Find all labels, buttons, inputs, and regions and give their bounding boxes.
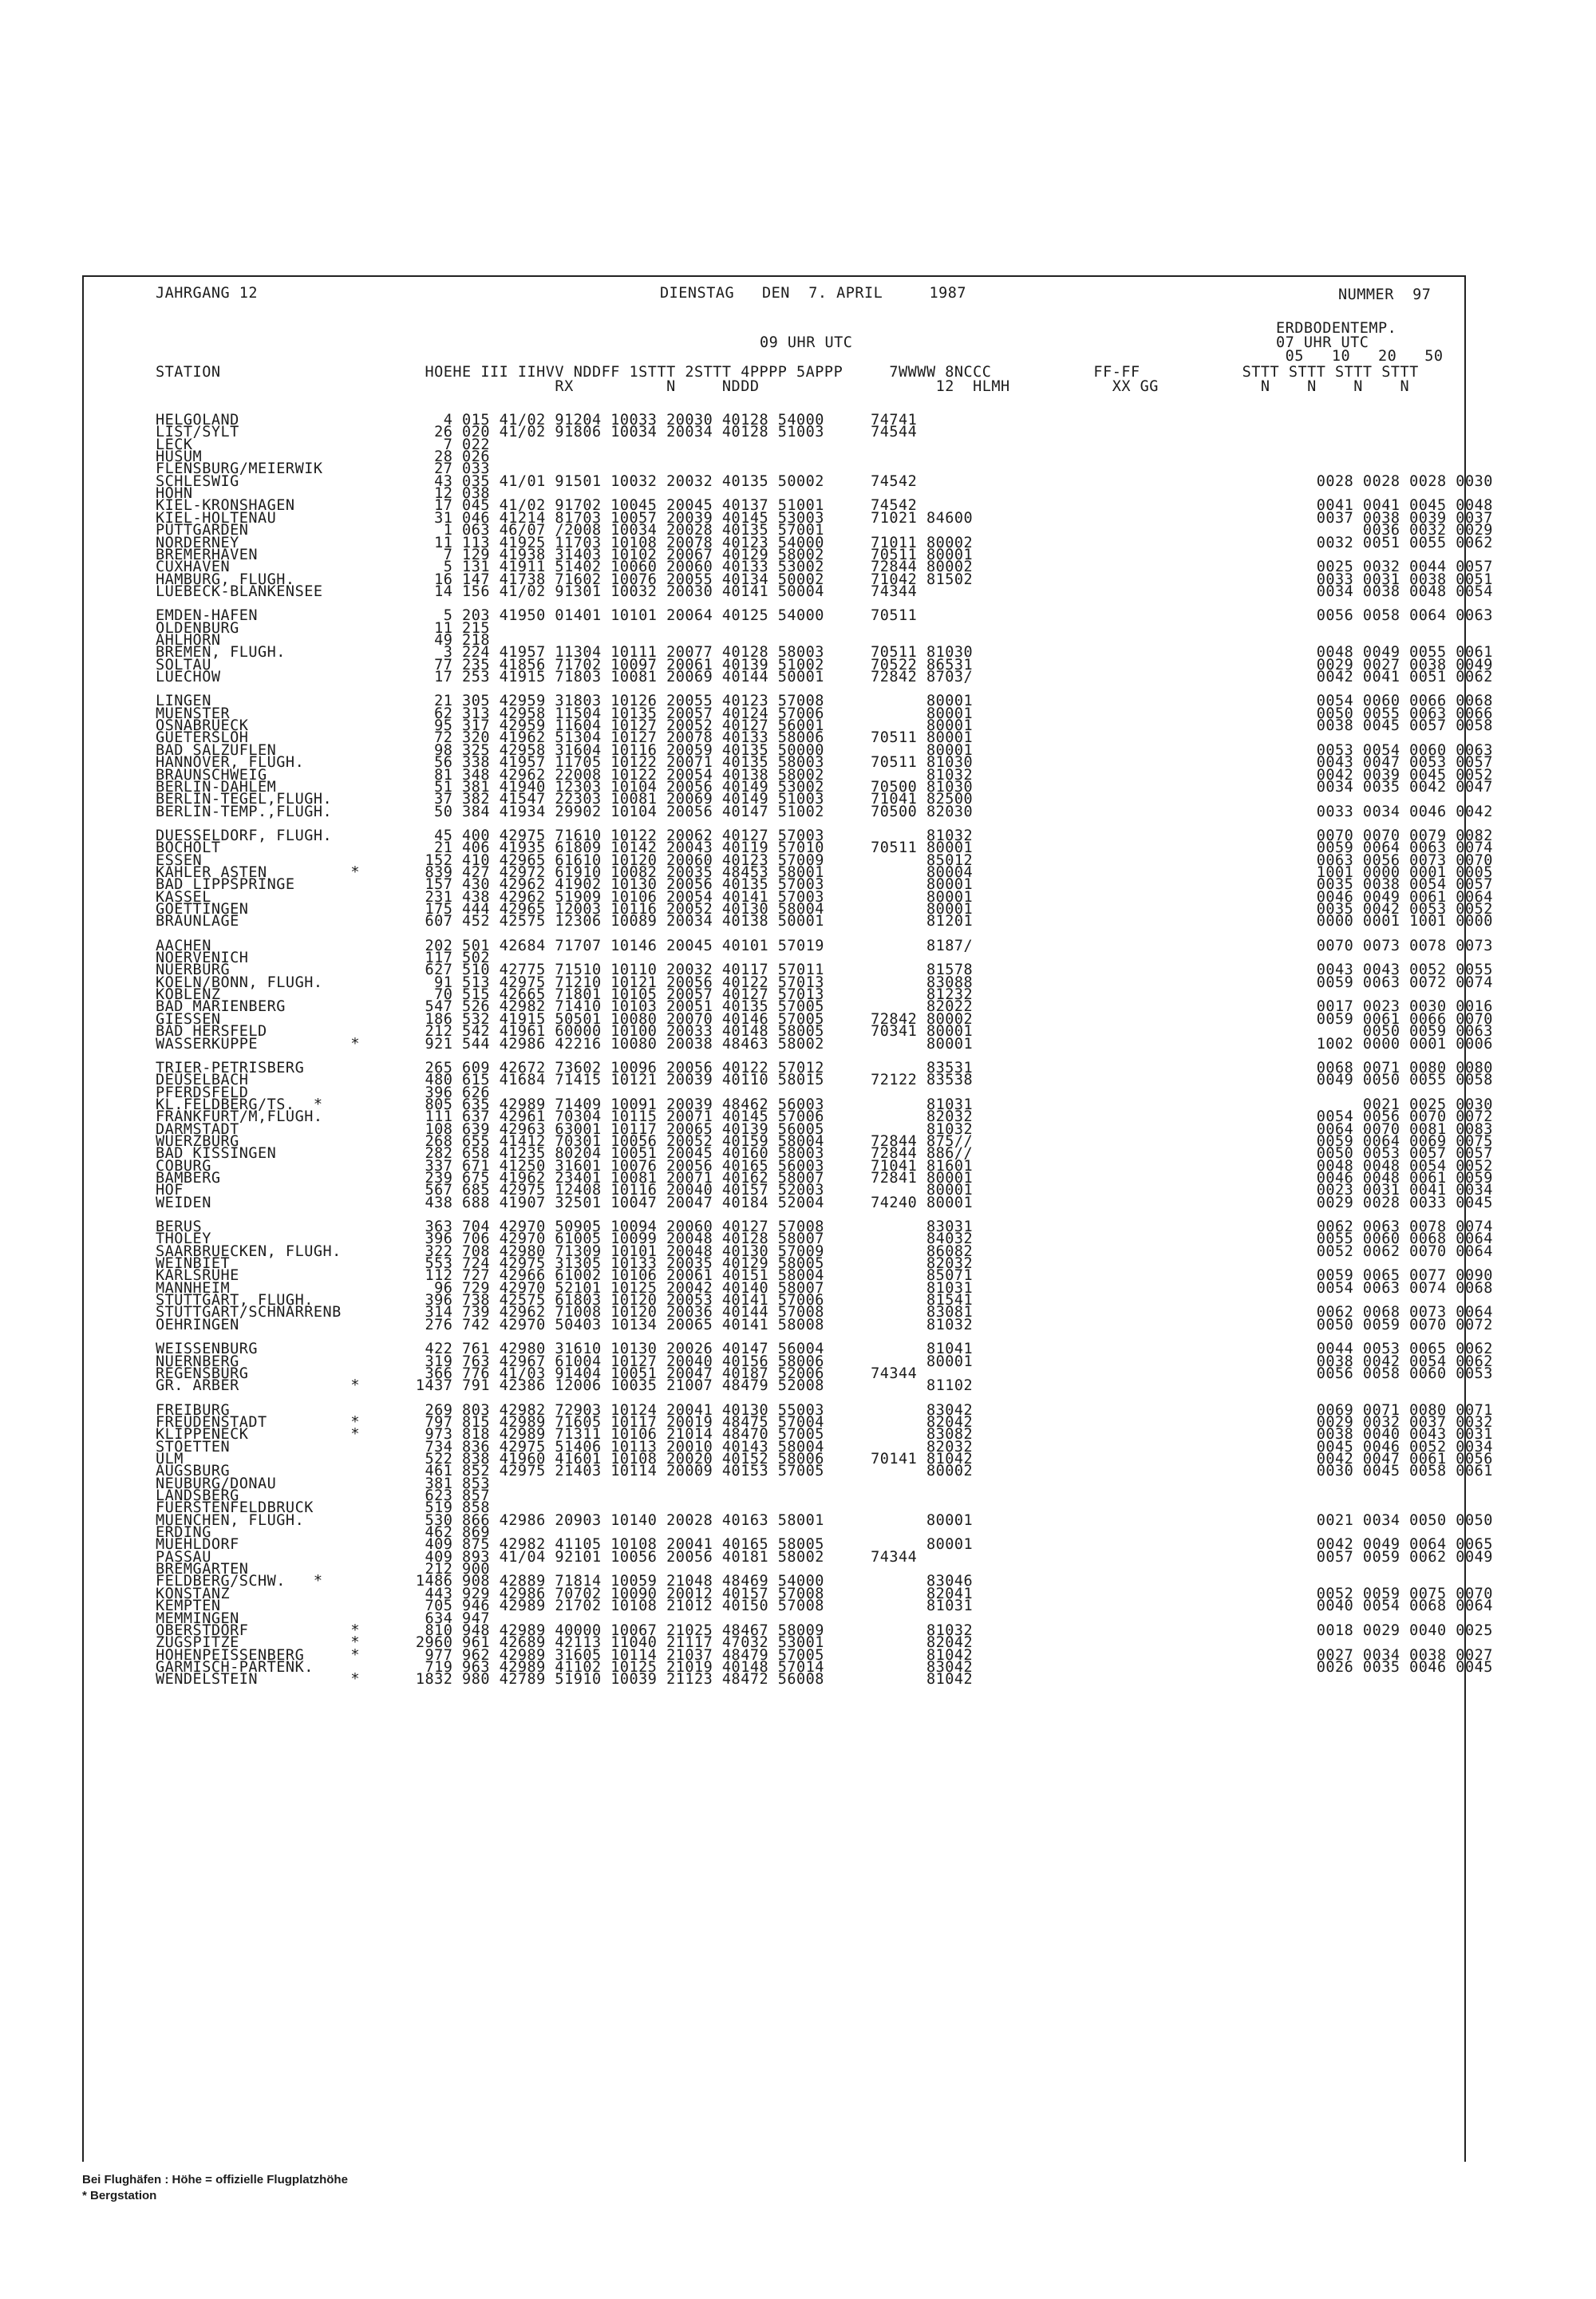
- station-row: BERUS 363 704 42970 50905 10094 20060 40127 57008 83031 0062 0063 0078 0074: [156, 1219, 1493, 1235]
- station-row: BAD HERSFELD 212 542 41961 60000 10100 20033 40148 58005 70341 80001 0050 0059 0063: [156, 1023, 1493, 1041]
- station-row: SOLTAU 77 235 41856 71702 10097 20061 40139 51002 70522 86531 0029 0027 0038 0049: [156, 656, 1493, 674]
- station-row: SCHLESWIG 43 035 41/01 91501 10032 20032 40135 50002 74542 0028 0028 0028 0030: [156, 472, 1493, 490]
- station-table: [84, 277, 1493, 2162]
- airport-height-note: Bei Flughäfen : Höhe = offizielle Flugplatzhöhe: [82, 2173, 348, 2186]
- station-row: AHLHORN 49 218: [156, 632, 490, 649]
- station-row: DARMSTADT 108 639 42963 63001 10117 20065 40139 56005 81032 0064 0070 0081 0083: [156, 1120, 1493, 1138]
- station-row: MUEHLDORF 409 875 42982 41105 10108 20041 40165 58005 80001 0042 0049 0064 0065: [156, 1536, 1493, 1554]
- station-row: OSNABRUECK 95 317 42959 11604 10127 20052 40127 56001 80001 0038 0045 0057 0058: [156, 717, 1493, 735]
- column-header-line-1: STATION HOEHE III IIHVV NDDFF 1STTT 2STTT 4PPPP 5APPP 7WWWW 8NCCC FF-FF STTT STTT STTT STTT: [156, 364, 1419, 381]
- station-row: FLENSBURG/MEIERWIK 27 033: [156, 460, 490, 478]
- station-row: KOELN/BONN, FLUGH. 91 513 42975 71210 10121 20056 40122 57013 83088 0059 0063 0072 0074: [156, 974, 1493, 991]
- station-row: LUEBECK-BLANKENSEE 14 156 41/02 91301 10032 20030 40141 50004 74344 0034 0038 0048 0054: [156, 583, 1493, 600]
- station-row: WEISSENBURG 422 761 42980 31610 10130 20026 40147 56004 81041 0044 0053 0065 0062: [156, 1341, 1493, 1358]
- station-row: KONSTANZ 443 929 42986 70702 10090 20012 40157 57008 82041 0052 0059 0075 0070: [156, 1585, 1493, 1602]
- station-row: AUGSBURG 461 852 42975 21403 10114 20009 40153 57005 80002 0030 0045 0058 0061: [156, 1463, 1493, 1480]
- station-row: HAMBURG, FLUGH. 16 147 41738 71602 10076 20055 40134 50002 71042 81502 0033 0031 0038 0051: [156, 571, 1493, 588]
- station-row: FREIBURG 269 803 42982 72903 10124 20041 40130 55003 83042 0069 0071 0080 0071: [156, 1401, 1493, 1419]
- station-row: KL.FELDBERG/TS. * 805 635 42989 71409 10091 20039 48462 56003 81031 0021 0025 0030: [156, 1096, 1493, 1113]
- station-row: KASSEL 231 438 42962 51909 10106 20054 40141 57003 80001 0046 0049 0061 0064: [156, 888, 1493, 906]
- station-row: OEHRINGEN 276 742 42970 50403 10134 20065 40141 58008 81032 0050 0059 0070 0072: [156, 1316, 1493, 1333]
- station-row: BREMERHAVEN 7 129 41938 31403 10102 20067 40129 58002 70511 80001: [156, 546, 974, 563]
- station-row: STUTTGART/SCHNARRENB 314 739 42962 71008 10120 20036 40144 57008 83081 0062 0068 0073 0064: [156, 1304, 1493, 1321]
- station-row: HOHN 12 038: [156, 485, 490, 503]
- station-row: WUERZBURG 268 655 41412 70301 10056 20052 40159 58004 72844 875// 0059 0064 0069 0075: [156, 1132, 1493, 1150]
- station-row: HOHENPEISSENBERG * 977 962 42989 31605 10114 21037 48479 57005 81042 0027 0034 0038 0027: [156, 1646, 1493, 1664]
- station-row: OLDENBURG 11 215: [156, 619, 490, 637]
- station-row: HELGOLAND 4 015 41/02 91204 10033 20030 40128 54000 74741: [156, 412, 918, 429]
- station-row: GARMISCH-PARTENK. 719 963 42989 41102 10125 21019 40148 57014 83042 0026 0035 0046 0045: [156, 1658, 1493, 1676]
- station-row: GUETERSLOH 72 320 41962 51304 10127 20078 40133 58006 70511 80001: [156, 729, 974, 747]
- station-row: FRANKFURT/M,FLUGH. 111 637 42961 70304 10115 20071 40145 57006 82032 0054 0056 0070 0072: [156, 1108, 1493, 1126]
- station-row: OBERSTDORF * 810 948 42989 40000 10067 21025 48467 58009 81032 0018 0029 0040 0025: [156, 1622, 1493, 1639]
- station-row: KAHLER ASTEN * 839 427 42972 61910 10082 20035 48453 58001 80004 1001 0000 0001 0005: [156, 863, 1493, 881]
- station-row: FELDBERG/SCHW. * 1486 908 42889 71814 10059 21048 48469 54000 83046: [156, 1573, 974, 1590]
- station-row: BREMGARTEN 212 900: [156, 1561, 490, 1578]
- station-row: DUESSELDORF, FLUGH. 45 400 42975 71610 10122 20062 40127 57003 81032 0070 0070 0079 0082: [156, 827, 1493, 844]
- observation-time: 09 UHR UTC: [760, 334, 853, 351]
- station-row: BREMEN, FLUGH. 3 224 41957 11304 10111 20077 40128 58003 70511 81030 0048 0049 0055 0061: [156, 644, 1493, 662]
- station-row: NOERVENICH 117 502: [156, 950, 490, 966]
- soil-temp-time: 07 UHR UTC: [1276, 334, 1369, 351]
- station-row: NUERBURG 627 510 42775 71510 10110 20032 40117 57011 81578 0043 0043 0052 0055: [156, 962, 1493, 979]
- station-row: ZUGSPITZE * 2960 961 42689 42113 11040 21117 47032 53001 82042: [156, 1634, 974, 1652]
- station-row: ESSEN 152 410 42965 61610 10120 20060 40123 57009 85012 0063 0056 0073 0070: [156, 851, 1493, 869]
- station-row: PFERDSFELD 396 626: [156, 1084, 490, 1101]
- station-row: LINGEN 21 305 42959 31803 10126 20055 40123 57008 80001 0054 0060 0066 0068: [156, 693, 1493, 710]
- station-row: MANNHEIM 96 729 42970 52101 10125 20042 40140 58007 81031 0054 0063 0074 0068: [156, 1279, 1493, 1297]
- station-row: DEUSELBACH 480 615 41684 71415 10121 20039 40110 58015 72122 83538 0049 0050 0055 0058: [156, 1072, 1493, 1089]
- mountain-station-note: * Bergstation: [82, 2189, 157, 2202]
- station-row: COBURG 337 671 41250 31601 10076 20056 40165 56003 71041 81601 0048 0048 0054 0052: [156, 1157, 1493, 1175]
- station-row: BAD LIPPSPRINGE 157 430 42962 41902 10130 20056 40135 57003 80001 0035 0038 0054 0057: [156, 876, 1493, 894]
- station-row: BOCHOLT 21 406 41935 61809 10142 20043 40119 57010 70511 80001 0059 0064 0063 0074: [156, 839, 1493, 857]
- station-row: BERLIN-TEGEL,FLUGH. 37 382 41547 22303 10081 20069 40149 51003 71041 82500: [156, 791, 974, 808]
- station-row: LECK 7 022: [156, 436, 490, 453]
- station-row: WEINBIET 553 724 42975 31305 10133 20035 40129 58005 82032: [156, 1255, 974, 1272]
- station-row: BERLIN-TEMP.,FLUGH. 50 384 41934 29902 10104 20056 40147 51002 70500 82030 0033 0034 0046 0042: [156, 803, 1493, 820]
- station-row: WENDELSTEIN * 1832 980 42789 51910 10039 21123 48472 56008 81042: [156, 1671, 974, 1689]
- station-row: MUENCHEN, FLUGH. 530 866 42986 20903 10140 20028 40163 58001 80001 0021 0034 0050 0050: [156, 1511, 1493, 1529]
- station-row: BRAUNSCHWEIG 81 348 42962 22008 10122 20054 40138 58002 81032 0042 0039 0045 0052: [156, 766, 1493, 784]
- station-row: STUTTGART, FLUGH. 396 738 42575 61803 10120 20053 40141 57006 81541: [156, 1292, 974, 1309]
- station-row: CUXHAVEN 5 131 41911 51402 10060 20060 40133 53002 72844 80002 0025 0032 0044 0057: [156, 559, 1493, 576]
- soil-depths: 05 10 20 50: [1276, 348, 1444, 365]
- jahrgang-label: JAHRGANG 12: [156, 285, 259, 302]
- station-row: WEIDEN 438 688 41907 32501 10047 20047 40184 52004 74240 80001 0029 0028 0033 0045: [156, 1194, 1493, 1211]
- station-row: LUECHOW 17 253 41915 71803 10081 20069 40144 50001 72842 8703/ 0042 0041 0051 0062: [156, 669, 1493, 685]
- station-row: THOLEY 396 706 42970 61005 10099 20048 40128 58007 84032 0055 0060 0068 0064: [156, 1230, 1493, 1248]
- station-row: STOETTEN 734 836 42975 51406 10113 20010 40143 58004 82032 0045 0046 0052 0034: [156, 1438, 1493, 1456]
- station-row: LANDSBERG 623 857: [156, 1487, 490, 1504]
- station-row: KOBLENZ 70 515 42665 71801 10105 20057 40127 57013 81232: [156, 986, 974, 1004]
- station-row: TRIER-PETRISBERG 265 609 42672 73602 10096 20056 40122 57012 83531 0068 0071 0080 0080: [156, 1059, 1493, 1076]
- station-row: PASSAU 409 893 41/04 92101 10056 20056 40181 58002 74344 0057 0059 0062 0049: [156, 1548, 1493, 1566]
- date-line: DIENSTAG DEN 7. APRIL 1987: [660, 285, 967, 302]
- station-row: HOF 567 685 42975 12408 10116 20040 40157 52003 80001 0023 0031 0041 0034: [156, 1182, 1493, 1199]
- station-row: GR. ARBER * 1437 791 42386 12006 10035 21007 48479 52008 81102: [156, 1377, 974, 1395]
- column-header-line-2: RX N NDDD 12 HLMH XX GG N N N N: [156, 378, 1410, 395]
- station-row: KARLSRUHE 112 727 42966 61002 10106 20061 40151 58004 85071 0059 0065 0077 0090: [156, 1267, 1493, 1285]
- station-row: FUERSTENFELDBRUCK 519 858: [156, 1499, 490, 1517]
- station-row: LIST/SYLT 26 020 41/02 91806 10034 20034 40128 51003 74544: [156, 424, 918, 441]
- issue-number: NUMMER 97: [1338, 286, 1432, 303]
- soil-temp-title: ERDBODENTEMP.: [1276, 320, 1397, 337]
- station-row: NORDERNEY 11 113 41925 11703 10108 20078 40123 54000 71011 80002 0032 0051 0055 0062: [156, 534, 1493, 551]
- station-row: MUENSTER 62 313 42958 11504 10135 20057 40124 57006 80001 0050 0055 0063 0066: [156, 705, 1493, 722]
- station-row: BERLIN-DAHLEM 51 381 41940 12303 10104 20056 40149 53002 70500 81030 0034 0035 0042 0047: [156, 778, 1493, 796]
- station-row: BAD MARIENBERG 547 526 42982 71410 10103 20051 40135 57005 82022 0017 0023 0030 0016: [156, 998, 1493, 1016]
- station-row: BRAUNLAGE 607 452 42575 12306 10089 20034 40138 50001 81201 0000 0001 1001 0000: [156, 913, 1493, 930]
- station-row: HUSUM 28 026: [156, 448, 490, 465]
- station-row: PUTTGARDEN 1 063 46/07 /2008 10034 20028 40135 57001 0036 0032 0029: [156, 522, 1493, 539]
- station-row: REGENSBURG 366 776 41/03 91404 10051 20047 40187 52006 74344 0056 0058 0060 0053: [156, 1365, 1493, 1382]
- station-row: NEUBURG/DONAU 381 853: [156, 1475, 490, 1492]
- station-row: GOETTINGEN 175 444 42965 12003 10116 20052 40130 58004 80001 0035 0042 0053 0052: [156, 901, 1493, 918]
- station-row: KEMPTEN 705 946 42989 21702 10108 21012 40150 57008 81031 0040 0054 0068 0064: [156, 1598, 1493, 1615]
- bulletin-sheet: [82, 275, 1493, 2162]
- station-row: EMDEN-HAFEN 5 203 41950 01401 10101 20064 40125 54000 70511 0056 0058 0064 0063: [156, 607, 1493, 625]
- station-row: GIESSEN 186 532 41915 50501 10080 20070 40146 57005 72842 80002 0059 0061 0066 0070: [156, 1010, 1493, 1028]
- station-row: KIEL-KRONSHAGEN 17 045 41/02 91702 10045 20045 40137 51001 74542 0041 0041 0045 0048: [156, 497, 1493, 515]
- station-row: KIEL-HOLTENAU 31 046 41214 81703 10057 20039 40145 53003 71021 84600 0037 0038 0039 0037: [156, 509, 1493, 527]
- station-row: BAMBERG 239 675 41962 23401 10081 20071 40162 58007 72841 80001 0046 0048 0061 0059: [156, 1170, 1493, 1187]
- station-row: ERDING 462 869: [156, 1524, 490, 1541]
- station-row: BAD KISSINGEN 282 658 41235 80204 10051 20045 40160 58003 72844 886// 0050 0053 0057 0057: [156, 1145, 1493, 1163]
- station-row: WASSERKUPPE * 921 544 42986 42216 10080 20038 48463 58002 80001 1002 0000 0001 0006: [156, 1035, 1493, 1053]
- footer-notes: [82, 2172, 348, 2204]
- station-row: BAD SALZUFLEN 98 325 42958 31604 10116 20059 40135 50000 80001 0053 0054 0060 0063: [156, 741, 1493, 759]
- station-row: AACHEN 202 501 42684 71707 10146 20045 40101 57019 8187/ 0070 0073 0078 0073: [156, 937, 1493, 954]
- station-row: MEMMINGEN 634 947: [156, 1610, 490, 1627]
- station-row: ULM 522 838 41960 41601 10108 20020 40152 58006 70141 81042 0042 0047 0061 0056: [156, 1450, 1493, 1467]
- station-row: FREUDENSTADT * 797 815 42989 71605 10117 20019 48475 57004 82042 0029 0032 0037 0032: [156, 1413, 1493, 1431]
- station-row: HANNOVER, FLUGH. 56 338 41957 11705 10122 20071 40135 58003 70511 81030 0043 0047 0053 0057: [156, 754, 1493, 772]
- station-row: SAARBRUECKEN, FLUGH. 322 708 42980 71309 10101 20048 40130 57009 86082 0052 0062 0070 0064: [156, 1242, 1493, 1260]
- station-row: NUERNBERG 319 763 42967 61004 10127 20040 40156 58006 80001 0038 0042 0054 0062: [156, 1353, 1493, 1370]
- station-row: KLIPPENECK * 973 818 42989 71311 10106 21014 48470 57005 83082 0038 0040 0043 0031: [156, 1426, 1493, 1444]
